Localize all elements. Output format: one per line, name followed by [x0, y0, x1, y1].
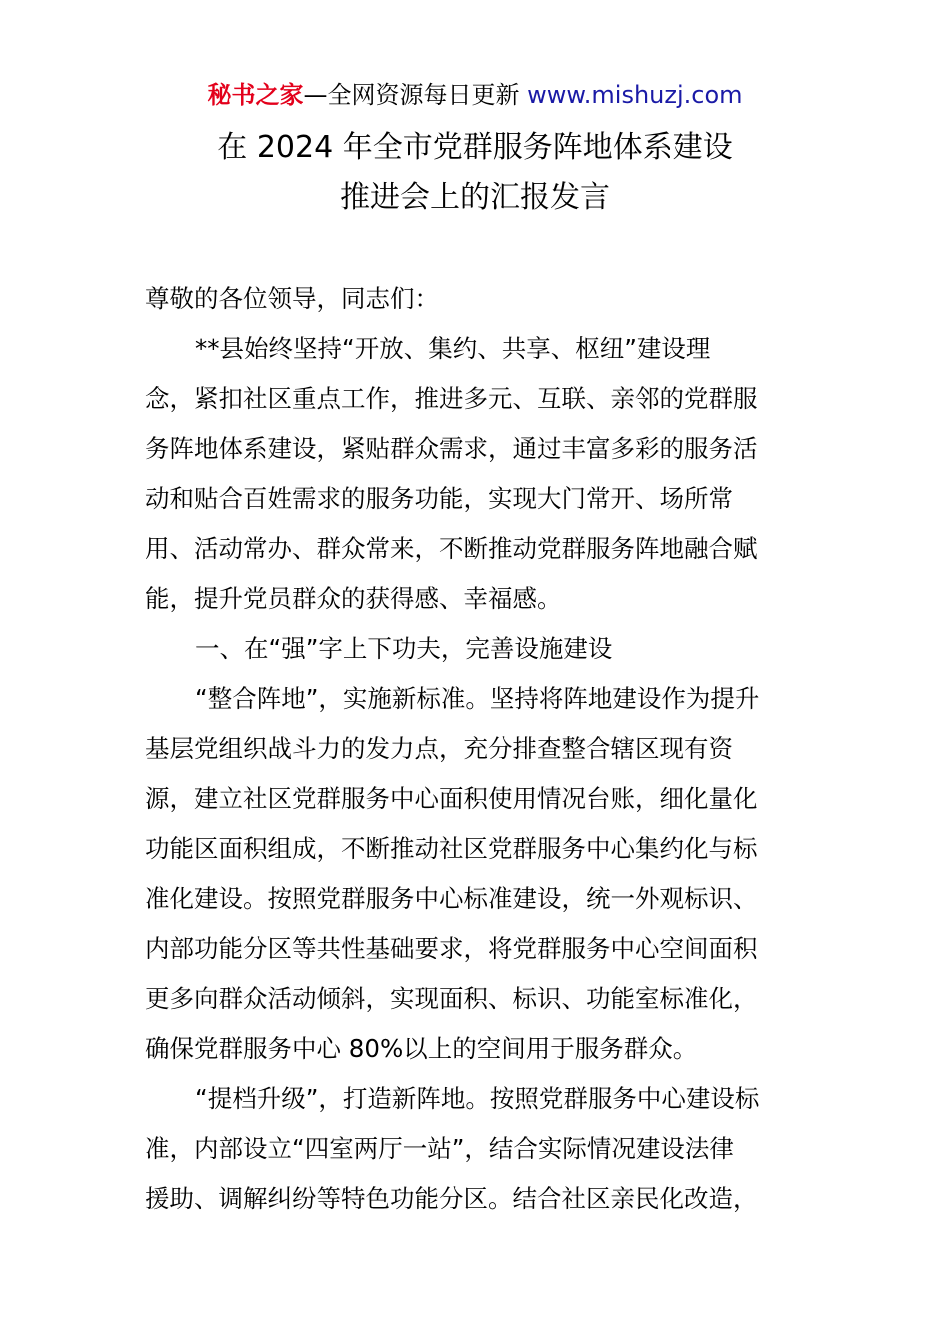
section-heading: 一、在“强”字上下功夫，完善设施建设 [195, 634, 613, 663]
paragraph-line: 准化建设。按照党群服务中心标准建设，统一外观标识、 [145, 884, 758, 913]
paragraph-line: 准，内部设立“四室两厅一站”，结合实际情况建设法律 [145, 1134, 734, 1163]
paragraph-line: 更多向群众活动倾斜，实现面积、标识、功能室标准化， [145, 984, 758, 1013]
site-url-link[interactable]: www.mishuzj.com [527, 81, 743, 109]
paragraph-line: 基层党组织战斗力的发力点，充分排查整合辖区现有资 [145, 734, 733, 763]
paragraph-line: 功能区面积组成，不断推动社区党群服务中心集约化与标 [145, 834, 758, 863]
document-title-line-1: 在 2024 年全市党群服务阵地体系建设 [217, 130, 733, 165]
paragraph-line: 用、活动常办、群众常来，不断推动党群服务阵地融合赋 [145, 534, 758, 563]
paragraph-line: 确保党群服务中心 80%以上的空间用于服务群众。 [145, 1034, 698, 1063]
paragraph-line: 念，紧扣社区重点工作，推进多元、互联、亲邻的党群服 [145, 384, 758, 413]
paragraph-line: 内部功能分区等共性基础要求，将党群服务中心空间面积 [145, 934, 758, 963]
paragraph-line: 务阵地体系建设，紧贴群众需求，通过丰富多彩的服务活 [145, 434, 758, 463]
salutation: 尊敬的各位领导，同志们： [145, 284, 439, 313]
site-tagline: —全网资源每日更新 [303, 81, 520, 109]
paragraph-line: “提档升级”，打造新阵地。按照党群服务中心建设标 [195, 1084, 760, 1113]
document-body [145, 274, 810, 1224]
paragraph-line: 动和贴合百姓需求的服务功能，实现大门常开、场所常 [145, 484, 733, 513]
site-header [0, 78, 950, 112]
site-brand: 秘书之家 [207, 81, 304, 109]
paragraph-line: 援助、调解纠纷等特色功能分区。结合社区亲民化改造， [145, 1184, 758, 1213]
paragraph-line: **县始终坚持“开放、集约、共享、枢纽”建设理 [195, 334, 711, 363]
paragraph-line: “整合阵地”，实施新标准。坚持将阵地建设作为提升 [195, 684, 760, 713]
document-title-line-2: 推进会上的汇报发言 [340, 180, 610, 215]
paragraph-line: 源，建立社区党群服务中心面积使用情况台账，细化量化 [145, 784, 758, 813]
paragraph-line: 能，提升党员群众的获得感、幸福感。 [145, 584, 562, 613]
